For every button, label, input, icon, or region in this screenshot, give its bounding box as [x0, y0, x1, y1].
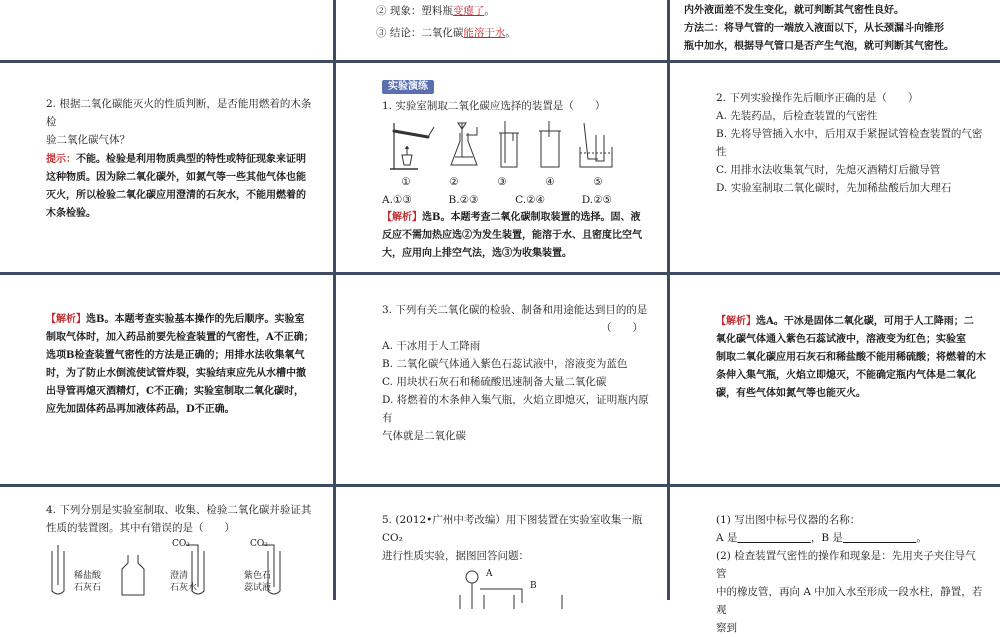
- analysis-text: 氧化碳气体通入紫色石蕊试液中，溶液变为红色；实验室: [716, 334, 966, 345]
- test-tube-icon: [46, 545, 70, 595]
- question-text: 验二氧化碳气体？: [46, 134, 130, 146]
- option-c[interactable]: C. 用块状石灰石和稀硫酸迅速制备大量二氧化碳: [382, 376, 607, 388]
- answer-bracket: （ ）: [601, 322, 643, 334]
- figure-label: ③: [497, 176, 507, 188]
- question-text: 4. 下列分别是实验室制取、收集、检验二氧化碳并验证其: [46, 504, 312, 516]
- apparatus-4-icon: [535, 119, 565, 171]
- apparatus-label-b: B: [530, 581, 537, 591]
- hint-label: 提示：: [46, 154, 76, 165]
- options-row: [382, 191, 612, 209]
- apparatus-label: 澄清: [170, 571, 189, 581]
- phenomenon-answer: 变瘪了: [452, 5, 485, 17]
- analysis-text: 条伸入集气瓶，火焰立即熄灭，不能确定瓶内气体是二氧化: [716, 370, 976, 381]
- blank-label-b: ，B 是: [810, 532, 843, 544]
- analysis-block: [382, 209, 653, 263]
- figure-label: ⑤: [593, 176, 603, 188]
- apparatus-label: 稀盐酸: [74, 571, 102, 581]
- panel-exercise4: [0, 487, 333, 600]
- option-b[interactable]: B.②③: [448, 194, 479, 206]
- analysis-text: 大，应用向上排空气法，选③为收集装置。: [382, 248, 572, 259]
- analysis-label: 【解析】: [382, 212, 422, 223]
- figure-label: ①: [401, 176, 411, 188]
- apparatus-label-a: A: [486, 569, 493, 579]
- analysis-text: 选B。本题考查二氧化碳制取装置的选择。固、液: [422, 212, 641, 223]
- hint-text: 这种物质。因为除二氧化碳外，如氮气等一些其他气体也能: [46, 172, 306, 183]
- analysis-text: 出导管再熄灭酒精灯，C不正确；实验室制取二氧化碳时，: [46, 386, 304, 397]
- apparatus-figure: [46, 537, 319, 597]
- figure-label: ②: [449, 176, 459, 188]
- question-text: 5. (2012•广州中考改编）用下图装置在实验室收集一瓶CO₂: [382, 514, 643, 544]
- option-d-continued: 气体就是二氧化碳: [382, 430, 466, 442]
- option-b[interactable]: B. 二氧化碳气体通入紫色石蕊试液中，溶液变为蓝色: [382, 358, 628, 370]
- option-c[interactable]: C. 用排水法收集氧气时，先熄灭酒精灯后撤导管: [716, 164, 941, 176]
- apparatus-5-icon: [576, 119, 616, 171]
- phenomenon-line: [376, 2, 653, 20]
- panel-exercise3: [336, 275, 667, 484]
- question-text: 2. 下列实验操作先后顺序正确的是（ ）: [716, 92, 919, 104]
- apparatus-3-icon: [493, 119, 523, 171]
- option-d[interactable]: D.②⑤: [581, 194, 612, 206]
- analysis-text: 时，为了防止水倒流使试管炸裂，实验结束应先从水槽中撤: [46, 368, 306, 379]
- panel-q2-left: [0, 63, 333, 272]
- panel-top-left: [0, 0, 333, 60]
- conclusion-answer: 能溶于水: [463, 27, 506, 39]
- analysis-text: 反应不需加热应选②为发生装置，能溶于水、且密度比空气: [382, 230, 642, 241]
- option-c[interactable]: C.②④: [515, 194, 545, 206]
- apparatus-label: CO₂: [250, 539, 268, 549]
- apparatus-labels: [382, 173, 622, 191]
- question-text: 3. 下列有关二氧化碳的检验、制备和用途能达到目的的是: [382, 304, 648, 316]
- question-text: 1. 实验室制取二氧化碳应选择的装置是（ ）: [382, 100, 606, 112]
- panel-exercise2: [670, 63, 1000, 272]
- analysis-label: 【解析】: [716, 316, 756, 327]
- question-text: (2) 检查装置气密性的操作和现象是：先用夹子夹住导气管: [716, 550, 976, 580]
- apparatus-label: 紫色石: [244, 571, 272, 581]
- option-a[interactable]: A.①③: [382, 194, 412, 206]
- gas-bottle-icon: [118, 551, 148, 595]
- analysis-text: 制取气体时，加入药品前要先检查装置的气密性，A不正确；: [46, 332, 314, 343]
- apparatus-1-icon: [388, 119, 436, 171]
- analysis-text: 制取二氧化碳应用石灰石和稀盐酸不能用稀硫酸；将燃着的木: [716, 352, 986, 363]
- analysis-text: 应先加固体药品再加液体药品，D不正确。: [46, 404, 235, 415]
- apparatus-icon: [452, 569, 572, 609]
- panel-analysis3: [670, 275, 1000, 484]
- phenomenon-suffix: 。: [484, 5, 495, 17]
- hint-text: 不能。检验是利用物质典型的特性或特征现象来证明: [76, 154, 306, 165]
- question-text: 中的橡皮管，再向 A 中加入水至形成一段水柱，静置，若观: [716, 586, 983, 616]
- panel-analysis2: [0, 275, 333, 484]
- option-b[interactable]: B. 先将导管插入水中，后用双手紧握试管检查装置的气密性: [716, 128, 983, 158]
- analysis-label: 【解析】: [46, 314, 86, 325]
- apparatus-label: 石灰水: [170, 583, 198, 593]
- text-line: 内外液面差不发生变化，就可判断其气密性良好。: [684, 5, 904, 16]
- blank-a[interactable]: [737, 532, 810, 544]
- option-d[interactable]: D. 将燃着的木条伸入集气瓶，火焰立即熄灭，证明瓶内原有: [382, 394, 649, 424]
- analysis-text: 选B。本题考查实验基本操作的先后顺序。实验室: [86, 314, 305, 325]
- blank-b[interactable]: [843, 532, 916, 544]
- panel-top-right: [670, 0, 1000, 60]
- blank-suffix: 。: [916, 532, 927, 544]
- figure-label: ④: [545, 176, 555, 188]
- option-a[interactable]: A. 干冰用于人工降雨: [382, 340, 481, 352]
- apparatus-label: 石灰石: [74, 583, 102, 593]
- analysis-text: 选A。干冰是固体二氧化碳，可用于人工降雨；二: [756, 316, 974, 327]
- text-line: 方法二：将导气管的一端放入液面以下，从长颈漏斗向锥形: [684, 23, 944, 34]
- option-d[interactable]: D. 实验室制取二氧化碳时，先加稀盐酸后加大理石: [716, 182, 952, 194]
- phenomenon-label: ② 现象：塑料瓶: [376, 5, 453, 17]
- blank-label-a: A 是: [716, 532, 738, 544]
- apparatus-label: CO₂: [172, 539, 190, 549]
- text-line: 瓶中加水，根据导气管口是否产生气泡，就可判断其气密性。: [684, 41, 954, 52]
- hint-block: [46, 151, 319, 169]
- panel-exercise5-questions: [670, 487, 1000, 634]
- analysis-text: 选项B检查装置气密性的方法是正确的；用排水法收集氧气: [46, 350, 305, 361]
- question-text: 察到: [716, 622, 737, 634]
- apparatus-figure: [382, 119, 622, 171]
- question-text: 2. 根据二氧化碳能灭火的性质判断，是否能用燃着的木条检: [46, 98, 312, 128]
- conclusion-label: ③ 结论：二氧化碳: [376, 27, 464, 39]
- apparatus-figure: [382, 565, 653, 605]
- panel-exercise5: [336, 487, 667, 600]
- apparatus-label: 蕊试液: [244, 583, 272, 593]
- panel-top-mid: [336, 0, 667, 60]
- question-text: (1) 写出图中标号仪器的名称：: [716, 514, 861, 526]
- hint-text: 木条检验。: [46, 208, 96, 219]
- fill-blank-line: [716, 529, 986, 547]
- apparatus-2-icon: [447, 119, 481, 171]
- conclusion-line: [376, 24, 653, 42]
- analysis-text: 碳，有些气体如氮气等也能灭火。: [716, 388, 866, 399]
- question-text: 进行性质实验，据图回答问题：: [382, 550, 529, 562]
- hint-text: 灭火，所以检验二氧化碳应用澄清的石灰水，不能用燃着的: [46, 190, 306, 201]
- option-a[interactable]: A. 先装药品，后检查装置的气密性: [716, 110, 878, 122]
- panel-exercise1: [336, 63, 667, 272]
- question-text: 性质的装置图。其中有错误的是（ ）: [46, 522, 235, 534]
- conclusion-suffix: 。: [505, 27, 516, 39]
- exercise-badge: 实验演练: [382, 80, 434, 94]
